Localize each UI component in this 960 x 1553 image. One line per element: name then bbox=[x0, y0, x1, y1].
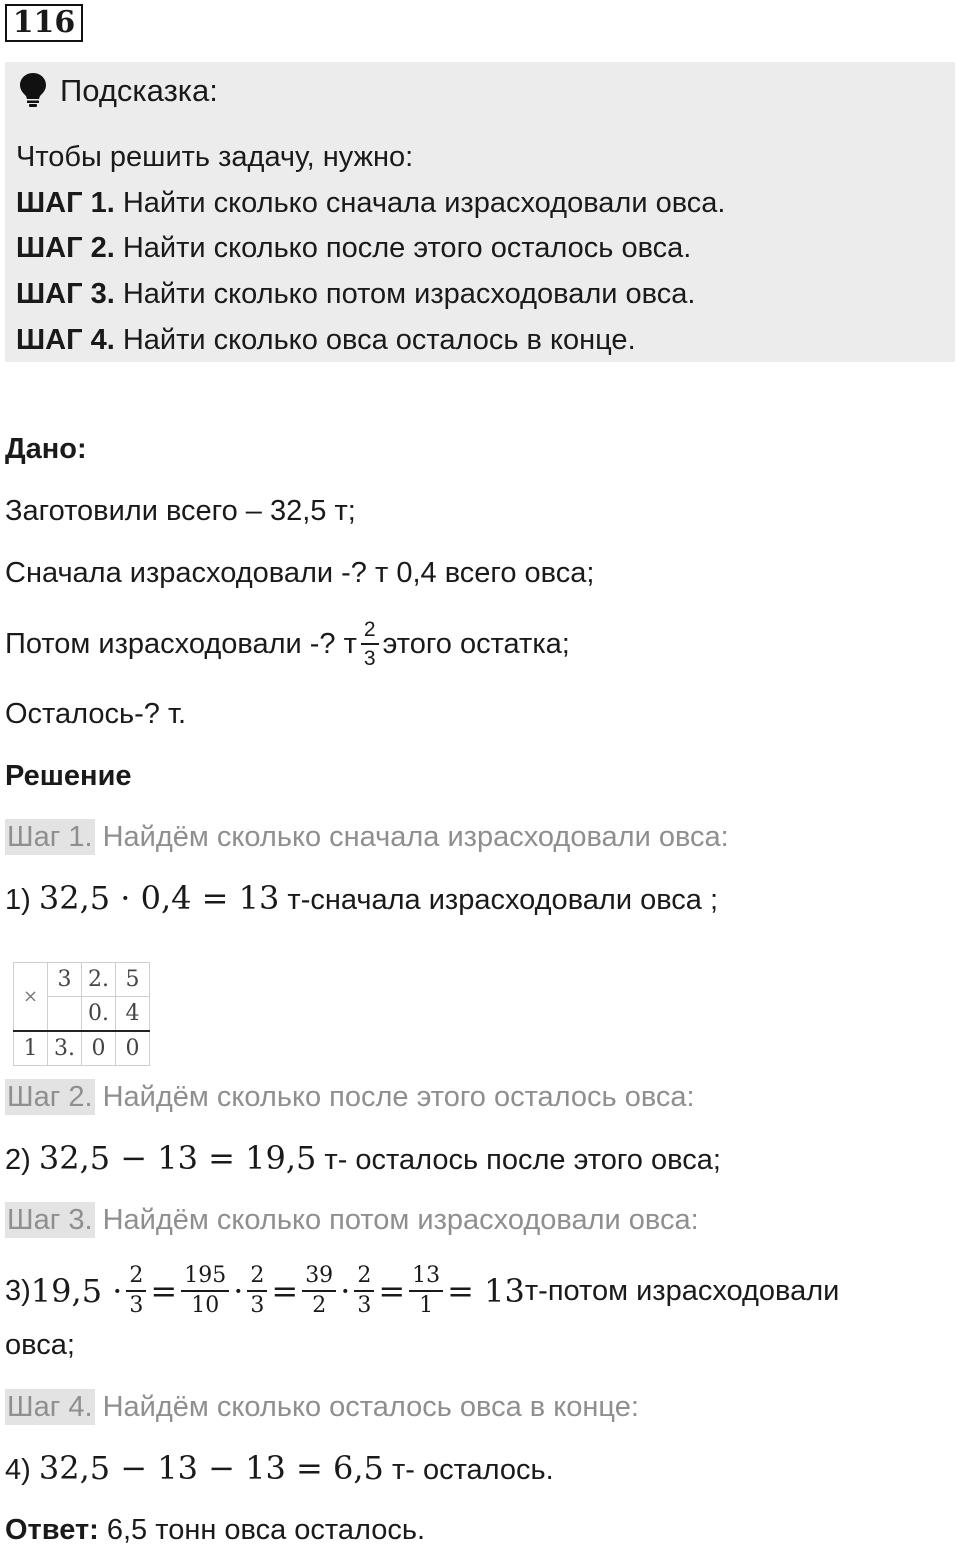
fraction: $\frac{2}{3}$ bbox=[126, 1265, 146, 1317]
math-expression: 32,5 − 13 = 19,5 bbox=[38, 1139, 317, 1177]
hint-intro: Чтобы решить задачу, нужно: bbox=[16, 141, 414, 173]
hint-title: Подсказка: bbox=[60, 73, 218, 108]
step-2-equation: 2) 32,5 − 13 = 19,5 т- осталось после этого овса; bbox=[5, 1139, 721, 1177]
step-1-heading bbox=[5, 819, 729, 855]
hint-step-2 bbox=[16, 230, 691, 266]
answer-text: 6,5 тонн овса осталось. bbox=[98, 1514, 426, 1546]
hint-step-label: ШАГ 2. bbox=[16, 232, 115, 264]
step-4-equation: 4) 32,5 − 13 − 13 = 6,5 т- осталось. bbox=[5, 1449, 554, 1487]
column-multiplication: × 3 2. 5 0. 4 1 3. 0 0 bbox=[13, 962, 150, 1066]
solution-title: Решение bbox=[5, 760, 132, 792]
step-3-equation: 3) 19,5 · $\frac{2}{3}$ = $\frac{195}{10}$ · $\frac{2}{3}$ = $\frac{39}{2}$ · $\frac{2}{3}$ = $\frac{13}{1}$ = 13 т-потом израсходовали bbox=[5, 1263, 840, 1318]
step-label: Шаг 2. bbox=[7, 1081, 93, 1113]
given-line-3-start: Потом израсходовали -? т bbox=[5, 628, 357, 660]
given-line-2: Сначала израсходовали -? т 0,4 всего овса; bbox=[5, 557, 595, 589]
task-number: 116 bbox=[5, 4, 83, 42]
hint-step-text: Найти сколько сначала израсходовали овса. bbox=[114, 187, 726, 219]
hint-step-label: ШАГ 1. bbox=[16, 187, 115, 219]
multiply-sign: × bbox=[14, 963, 48, 1032]
step-4-heading bbox=[5, 1389, 639, 1425]
step-text: Найдём сколько осталось овса в конце: bbox=[94, 1391, 639, 1423]
given-line-1: Заготовили всего – 32,5 т; bbox=[5, 495, 356, 527]
answer bbox=[5, 1512, 425, 1548]
hint-step-3 bbox=[16, 276, 695, 312]
step-3-heading bbox=[5, 1202, 699, 1238]
hint-step-text: Найти сколько потом израсходовали овса. bbox=[114, 278, 696, 310]
step-label: Шаг 3. bbox=[7, 1204, 93, 1236]
step-label: Шаг 4. bbox=[7, 1391, 93, 1423]
answer-label: Ответ: bbox=[5, 1514, 99, 1546]
hint-step-text: Найти сколько овса осталось в конце. bbox=[114, 324, 636, 356]
fraction: $\frac{2}{3}$ bbox=[361, 619, 379, 669]
hint-step-label: ШАГ 3. bbox=[16, 278, 115, 310]
fraction: $\frac{2}{3}$ bbox=[247, 1265, 267, 1317]
math-expression: 32,5 − 13 − 13 = 6,5 bbox=[38, 1449, 384, 1487]
math-expression: 32,5 · 0,4 = 13 bbox=[38, 879, 280, 917]
fraction: $\frac{13}{1}$ bbox=[409, 1265, 443, 1317]
fraction: $\frac{39}{2}$ bbox=[302, 1265, 336, 1317]
hint-step-text: Найти сколько после этого осталось овса. bbox=[114, 232, 692, 264]
given-line-4: Осталось-? т. bbox=[5, 698, 187, 730]
step-1-equation: 1) 32,5 · 0,4 = 13 т-сначала израсходовали овса ; bbox=[5, 879, 719, 917]
step-2-heading bbox=[5, 1079, 695, 1115]
step-text: Найдём сколько потом израсходовали овса: bbox=[94, 1204, 699, 1236]
given-title: Дано: bbox=[5, 433, 87, 465]
step-text: Найдём сколько сначала израсходовали овса: bbox=[94, 821, 729, 853]
given-line-3-end: этого остатка; bbox=[382, 628, 570, 660]
hint-step-1 bbox=[16, 185, 725, 221]
hint-step-label: ШАГ 4. bbox=[16, 324, 115, 356]
step-3-equation-cont: овса; bbox=[5, 1329, 75, 1361]
lightbulb-icon bbox=[19, 72, 47, 108]
fraction: $\frac{2}{3}$ bbox=[354, 1265, 374, 1317]
given-line-3 bbox=[5, 612, 570, 676]
fraction: $\frac{195}{10}$ bbox=[181, 1265, 229, 1317]
step-label: Шаг 1. bbox=[7, 821, 93, 853]
step-text: Найдём сколько после этого осталось овса: bbox=[94, 1081, 695, 1113]
hint-step-4 bbox=[16, 322, 636, 358]
